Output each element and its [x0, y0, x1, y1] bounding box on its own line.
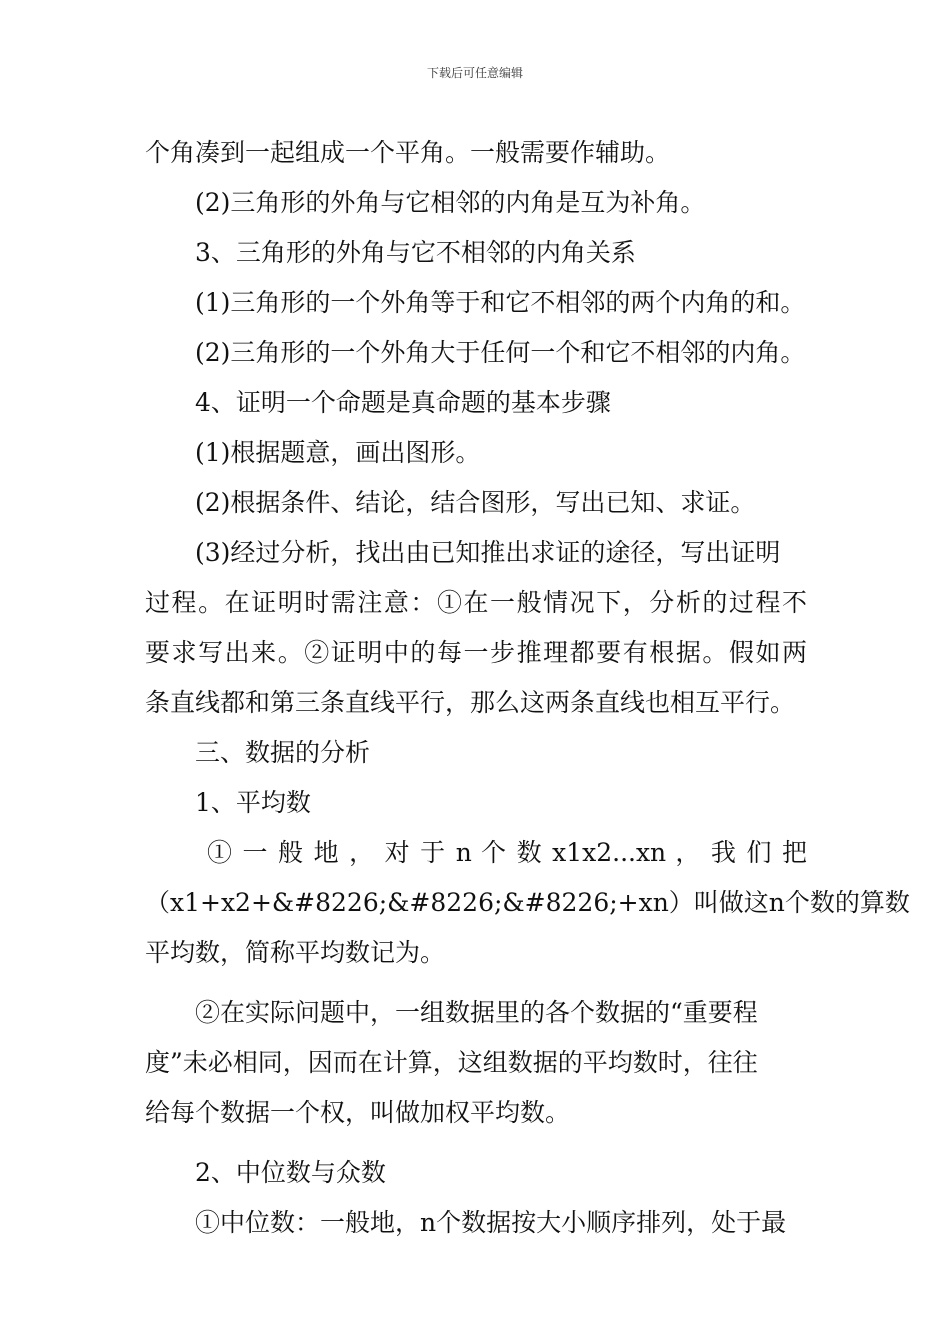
document-body	[145, 128, 910, 1248]
text-line: (2)根据条件、结论，结合图形，写出已知、求证。	[195, 488, 756, 517]
text-line: (2)三角形的一个外角大于任何一个和它不相邻的内角。	[195, 338, 806, 367]
section-heading: 三、数据的分析	[195, 738, 371, 767]
text-line: 3、三角形的外角与它不相邻的内角关系	[195, 238, 636, 267]
text-line: (1)根据题意，画出图形。	[195, 438, 481, 467]
subsection-heading: 1、平均数	[195, 788, 311, 817]
text-line: (1)三角形的一个外角等于和它不相邻的两个内角的和。	[195, 288, 806, 317]
text-line: 4、证明一个命题是真命题的基本步骤	[195, 388, 611, 417]
subsection-heading: 2、中位数与众数	[195, 1158, 386, 1187]
text-line: ②在实际问题中，一组数据里的各个数据的“重要程	[195, 998, 758, 1027]
text-line: (3)经过分析，找出由已知推出求证的途径，写出证明	[195, 538, 781, 567]
text-line: ①中位数：一般地，n个数据按大小顺序排列，处于最	[195, 1208, 787, 1237]
text-line: (2)三角形的外角与它相邻的内角是互为补角。	[195, 188, 706, 217]
text-line: 给每个数据一个权，叫做加权平均数。	[145, 1098, 571, 1127]
text-line: 度”未必相同，因而在计算，这组数据的平均数时，往往	[145, 1048, 758, 1077]
paragraph-gap	[145, 978, 807, 988]
paragraph-gap	[145, 1138, 807, 1148]
text-line: 个角凑到一起组成一个平角。一般需要作辅助。	[145, 138, 671, 167]
text-line: 条直线都和第三条直线平行，那么这两条直线也相互平行。	[145, 688, 796, 717]
text-line: （x1+x2+&#8226;&#8226;&#8226;+xn）叫做这n个数的算数	[145, 888, 910, 917]
text-line: 过程。在证明时需注意：①在一般情况下，分析的过程不	[145, 588, 807, 617]
text-line: ① 一 般 地 ， 对 于 n 个 数 x1x2...xn ， 我 们 把	[207, 838, 807, 867]
text-line: 平均数，简称平均数记为。	[145, 938, 446, 967]
page-header: 下载后可任意编辑	[426, 66, 523, 80]
text-line: 要求写出来。②证明中的每一步推理都要有根据。假如两	[145, 638, 807, 667]
